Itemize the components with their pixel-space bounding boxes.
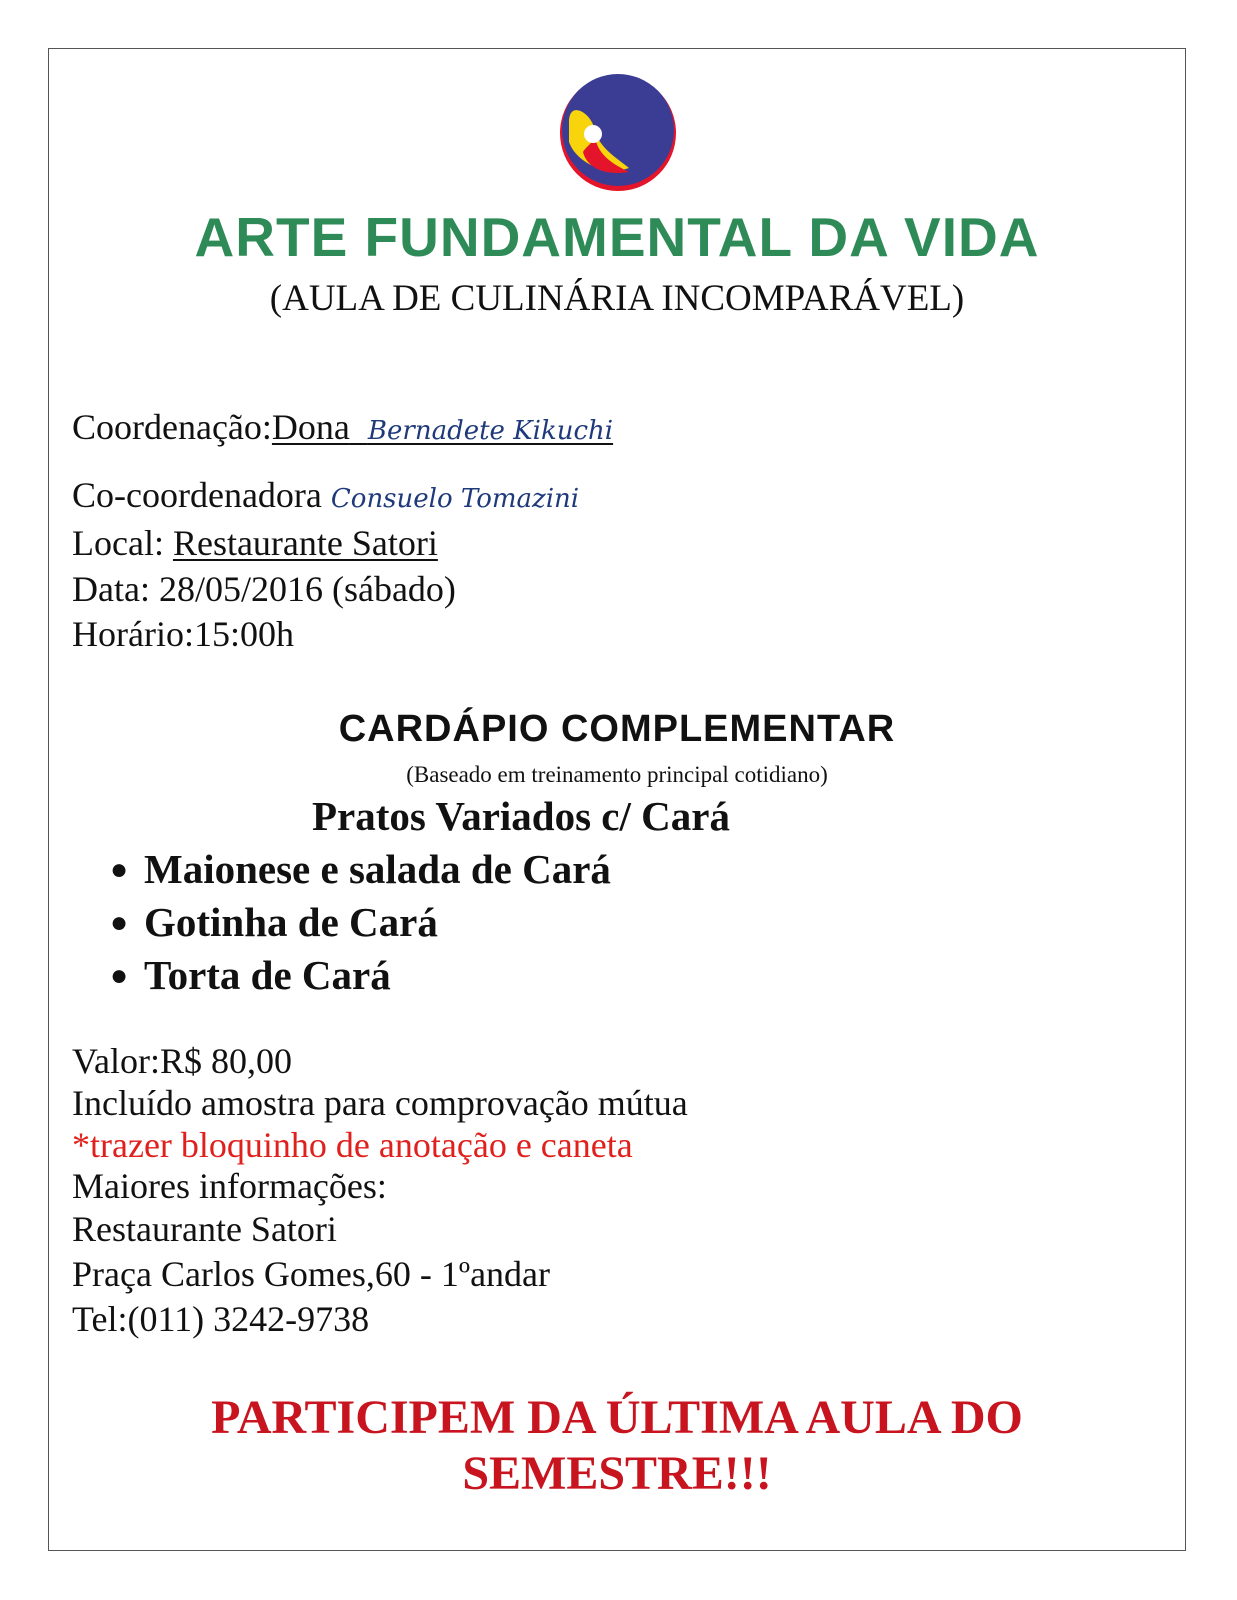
more-info-line: Maiores informações:	[72, 1166, 387, 1206]
bullet-icon: ●	[110, 959, 129, 992]
location-line	[72, 520, 438, 566]
cta-line-2: SEMESTRE!!!	[462, 1447, 772, 1500]
dish-label: Gotinha de Cará	[144, 899, 438, 945]
cocoordinator-line	[72, 472, 579, 522]
location-value: Restaurante Satori	[172, 523, 438, 563]
cocoordinator-label: Co-coordenadora	[72, 475, 322, 515]
phone-line: Tel:(011) 3242-9738	[72, 1299, 370, 1339]
menu-title: CARDÁPIO COMPLEMENTAR	[338, 708, 896, 750]
list-item	[110, 898, 438, 946]
coordination-prefix: Dona Bernadete Kikuchi	[271, 407, 614, 447]
price-line: Valor:R$ 80,00	[72, 1041, 292, 1081]
included-line: Incluído amostra para comprovação mútua	[72, 1083, 688, 1123]
coordination-label: Coordenação:	[72, 407, 272, 447]
reminder-line: *trazer bloquinho de anotação e caneta	[72, 1125, 633, 1165]
venue-line: Restaurante Satori	[72, 1209, 337, 1249]
page-subtitle: (AULA DE CULINÁRIA INCOMPARÁVEL)	[269, 278, 965, 319]
dish-label: Torta de Cará	[144, 952, 391, 998]
menu-note: (Baseado em treinamento principal cotidiano)	[406, 762, 828, 787]
address-line: Praça Carlos Gomes,60 - 1ºandar	[72, 1254, 551, 1294]
bullet-icon: ●	[110, 906, 129, 939]
time-line: Horário:15:00h	[72, 614, 294, 654]
yin-yang-circle-logo-icon	[557, 72, 679, 194]
cocoordinator-signature: Consuelo Tomazini	[330, 484, 580, 514]
cta-line-1: PARTICIPEM DA ÚLTIMA AULA DO	[211, 1391, 1023, 1444]
date-line: Data: 28/05/2016 (sábado)	[72, 569, 456, 609]
list-item	[110, 951, 391, 999]
coordination-line	[72, 404, 613, 454]
list-item	[110, 845, 611, 893]
page-title: ARTE FUNDAMENTAL DA VIDA	[194, 206, 1040, 268]
location-label: Local:	[72, 523, 164, 563]
dish-label: Maionese e salada de Cará	[144, 846, 611, 892]
bullet-icon: ●	[110, 853, 129, 886]
logo-white-dot	[584, 125, 602, 143]
coordination-signature: Bernadete Kikuchi	[367, 416, 614, 446]
dishes-heading: Pratos Variados c/ Cará	[312, 793, 730, 839]
call-to-action	[48, 1390, 1186, 1502]
